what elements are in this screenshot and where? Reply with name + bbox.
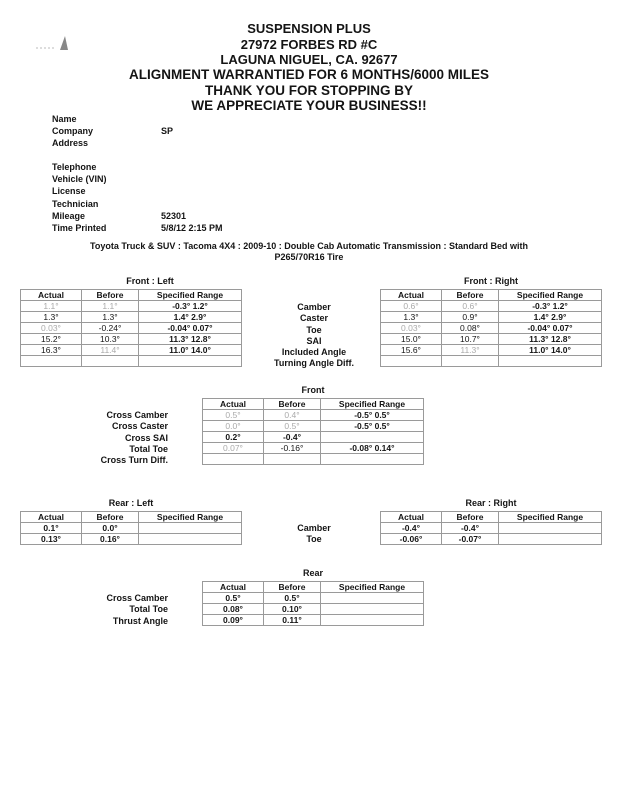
cell-before: -0.4° xyxy=(442,523,499,534)
warranty-line: ALIGNMENT WARRANTIED FOR 6 MONTHS/6000 MILES xyxy=(128,67,490,82)
table-row xyxy=(21,312,242,323)
table-row xyxy=(381,323,602,334)
col-spec: Specified Range xyxy=(499,290,602,301)
cell-actual xyxy=(203,454,264,465)
cell-before: -0.07° xyxy=(442,534,499,545)
row-label-rear-camber: Camber xyxy=(297,523,331,533)
rear-right-table xyxy=(380,511,602,545)
col-spec: Specified Range xyxy=(499,512,602,523)
row-label-camber: Camber xyxy=(297,302,331,312)
cell-spec: -0.3° 1.2° xyxy=(499,301,602,312)
cell-spec xyxy=(321,604,424,615)
cell-before: 0.16° xyxy=(82,534,139,545)
col-actual: Actual xyxy=(203,399,264,410)
table-row xyxy=(203,604,424,615)
cell-actual: 0.08° xyxy=(203,604,264,615)
row-label-cross-caster: Cross Caster xyxy=(111,421,168,432)
cell-before: 0.08° xyxy=(442,323,499,334)
telephone-label: Telephone xyxy=(52,162,97,172)
cell-before: -0.24° xyxy=(82,323,139,334)
cell-actual: -0.4° xyxy=(381,523,442,534)
vehicle-description xyxy=(20,241,598,263)
cell-spec: -0.04° 0.07° xyxy=(139,323,242,334)
table-row xyxy=(21,534,242,545)
col-spec: Specified Range xyxy=(321,399,424,410)
row-label-rear-toe: Toe xyxy=(306,534,322,545)
front-cross-title: Front xyxy=(301,385,325,395)
cell-actual: -0.06° xyxy=(381,534,442,545)
scan-mark-icon xyxy=(32,32,74,52)
cell-spec xyxy=(321,454,424,465)
cell-spec xyxy=(499,356,602,367)
rear-cross-row-labels xyxy=(60,593,168,627)
cell-actual: 16.3° xyxy=(21,345,82,356)
row-label-cross-camber: Cross Camber xyxy=(106,410,168,420)
cell-actual: 1.3° xyxy=(21,312,82,323)
front-cross-table xyxy=(202,398,424,465)
col-before: Before xyxy=(82,290,139,301)
vehicle-line-2: P265/70R16 Tire xyxy=(274,252,344,262)
cell-before: 11.3° xyxy=(442,345,499,356)
col-actual: Actual xyxy=(381,512,442,523)
front-cross-row-labels xyxy=(60,410,168,466)
cell-spec xyxy=(139,356,242,367)
cell-spec xyxy=(139,534,242,545)
cell-before: 0.9° xyxy=(442,312,499,323)
table-row xyxy=(21,334,242,345)
cell-before: 0.11° xyxy=(264,615,321,626)
cell-spec xyxy=(499,534,602,545)
table-row xyxy=(203,410,424,421)
shop-name: SUSPENSION PLUS xyxy=(247,21,371,36)
table-row xyxy=(381,312,602,323)
col-before: Before xyxy=(442,512,499,523)
cell-actual: 15.2° xyxy=(21,334,82,345)
table-row xyxy=(381,356,602,367)
cell-actual: 0.13° xyxy=(21,534,82,545)
table-row xyxy=(203,432,424,443)
thanks-line: THANK YOU FOR STOPPING BY xyxy=(204,83,414,98)
cell-actual: 0.6° xyxy=(381,301,442,312)
cell-before: 0.10° xyxy=(264,604,321,615)
table-row xyxy=(381,301,602,312)
cell-before: 11.4° xyxy=(82,345,139,356)
col-spec: Specified Range xyxy=(139,512,242,523)
cell-before: -0.16° xyxy=(264,443,321,454)
cell-before: 0.5° xyxy=(264,421,321,432)
cell-before: -0.4° xyxy=(264,432,321,443)
company-label: Company xyxy=(52,126,94,136)
shop-street: 27972 FORBES RD #C xyxy=(240,37,378,52)
address-label: Address xyxy=(52,138,89,148)
front-left-table xyxy=(20,289,242,367)
table-row xyxy=(203,454,424,465)
license-label: License xyxy=(52,186,86,196)
col-actual: Actual xyxy=(381,290,442,301)
row-label-turning-angle-diff: Turning Angle Diff. xyxy=(274,358,354,369)
cell-actual: 1.3° xyxy=(381,312,442,323)
table-row xyxy=(381,334,602,345)
cell-before: 1.3° xyxy=(82,312,139,323)
col-before: Before xyxy=(264,399,321,410)
cell-spec: 1.4° 2.9° xyxy=(139,312,242,323)
table-row xyxy=(21,323,242,334)
cell-actual: 0.1° xyxy=(21,523,82,534)
cell-spec xyxy=(139,523,242,534)
col-spec: Specified Range xyxy=(321,582,424,593)
table-row xyxy=(381,345,602,356)
cell-actual: 15.0° xyxy=(381,334,442,345)
cell-spec: 11.0° 14.0° xyxy=(139,345,242,356)
cell-spec: 1.4° 2.9° xyxy=(499,312,602,323)
col-actual: Actual xyxy=(21,512,82,523)
time-printed-value: 5/8/12 2:15 PM xyxy=(161,223,223,233)
cell-spec xyxy=(321,615,424,626)
col-before: Before xyxy=(264,582,321,593)
time-printed-label: Time Printed xyxy=(52,223,107,233)
mileage-label: Mileage xyxy=(52,211,86,221)
cell-spec: 11.3° 12.8° xyxy=(139,334,242,345)
row-label-cross-turn-diff: Cross Turn Diff. xyxy=(100,455,168,466)
row-label-toe: Toe xyxy=(306,324,322,335)
cell-actual: 0.5° xyxy=(203,593,264,604)
cell-before xyxy=(442,356,499,367)
cell-before: 0.5° xyxy=(264,593,321,604)
row-label-thrust-angle: Thrust Angle xyxy=(112,615,168,626)
table-row xyxy=(203,421,424,432)
rear-left-title: Rear : Left xyxy=(108,498,154,508)
cell-spec: 11.0° 14.0° xyxy=(499,345,602,356)
cell-actual xyxy=(381,356,442,367)
cell-actual: 0.0° xyxy=(203,421,264,432)
cell-before: 0.6° xyxy=(442,301,499,312)
rear-cross-table xyxy=(202,581,424,626)
cell-spec: -0.04° 0.07° xyxy=(499,323,602,334)
row-label-total-toe: Total Toe xyxy=(129,443,168,454)
name-label: Name xyxy=(52,114,77,124)
cell-actual xyxy=(21,356,82,367)
cell-before: 1.1° xyxy=(82,301,139,312)
row-label-rear-cross-camber: Cross Camber xyxy=(106,593,168,603)
cell-actual: 0.03° xyxy=(21,323,82,334)
cell-spec xyxy=(321,432,424,443)
cell-before: 10.7° xyxy=(442,334,499,345)
table-row xyxy=(21,356,242,367)
front-right-title: Front : Right xyxy=(464,276,518,286)
rear-left-table xyxy=(20,511,242,545)
table-row xyxy=(381,523,602,534)
row-label-caster: Caster xyxy=(299,313,328,324)
cell-actual: 0.09° xyxy=(203,615,264,626)
cell-spec: -0.3° 1.2° xyxy=(139,301,242,312)
cell-before: 0.0° xyxy=(82,523,139,534)
cell-actual: 0.07° xyxy=(203,443,264,454)
row-label-included-angle: Included Angle xyxy=(281,347,347,358)
row-label-cross-sai: Cross SAI xyxy=(124,432,168,443)
cell-spec xyxy=(499,523,602,534)
row-label-rear-total-toe: Total Toe xyxy=(129,604,168,615)
front-left-title: Front : Left xyxy=(126,276,174,286)
col-actual: Actual xyxy=(21,290,82,301)
col-before: Before xyxy=(82,512,139,523)
table-row xyxy=(21,345,242,356)
table-row xyxy=(203,443,424,454)
rear-cross-title: Rear xyxy=(302,568,323,578)
table-row xyxy=(203,593,424,604)
cell-spec: -0.5° 0.5° xyxy=(321,421,424,432)
cell-before: 10.3° xyxy=(82,334,139,345)
mileage-value: 52301 xyxy=(161,211,187,221)
cell-actual: 0.03° xyxy=(381,323,442,334)
cell-spec: -0.08° 0.14° xyxy=(321,443,424,454)
cell-actual: 0.5° xyxy=(203,410,264,421)
cell-actual: 0.2° xyxy=(203,432,264,443)
rear-row-labels xyxy=(250,523,378,546)
front-right-table xyxy=(380,289,602,367)
table-row xyxy=(381,534,602,545)
cell-before xyxy=(264,454,321,465)
vehicle-line-1: Toyota Truck & SUV : Tacoma 4X4 : 2009-10 : Double Cab Automatic Transmission : Standard Bed with xyxy=(90,241,528,251)
table-row xyxy=(203,615,424,626)
cell-spec xyxy=(321,593,424,604)
col-before: Before xyxy=(442,290,499,301)
shop-city: LAGUNA NIGUEL, CA. 92677 xyxy=(220,52,398,67)
cell-before: 0.4° xyxy=(264,410,321,421)
technician-label: Technician xyxy=(52,199,99,209)
cell-actual: 15.6° xyxy=(381,345,442,356)
vehicle-vin-label: Vehicle (VIN) xyxy=(52,174,107,184)
cell-spec: -0.5° 0.5° xyxy=(321,410,424,421)
col-actual: Actual xyxy=(203,582,264,593)
cell-spec: 11.3° 12.8° xyxy=(499,334,602,345)
table-row xyxy=(21,301,242,312)
col-spec: Specified Range xyxy=(139,290,242,301)
appreciate-line: WE APPRECIATE YOUR BUSINESS!! xyxy=(191,98,427,113)
cell-actual: 1.1° xyxy=(21,301,82,312)
row-label-sai: SAI xyxy=(306,335,322,346)
cell-before xyxy=(82,356,139,367)
company-value: SP xyxy=(161,126,174,136)
front-row-labels xyxy=(250,302,378,370)
table-row xyxy=(21,523,242,534)
rear-right-title: Rear : Right xyxy=(465,498,517,508)
